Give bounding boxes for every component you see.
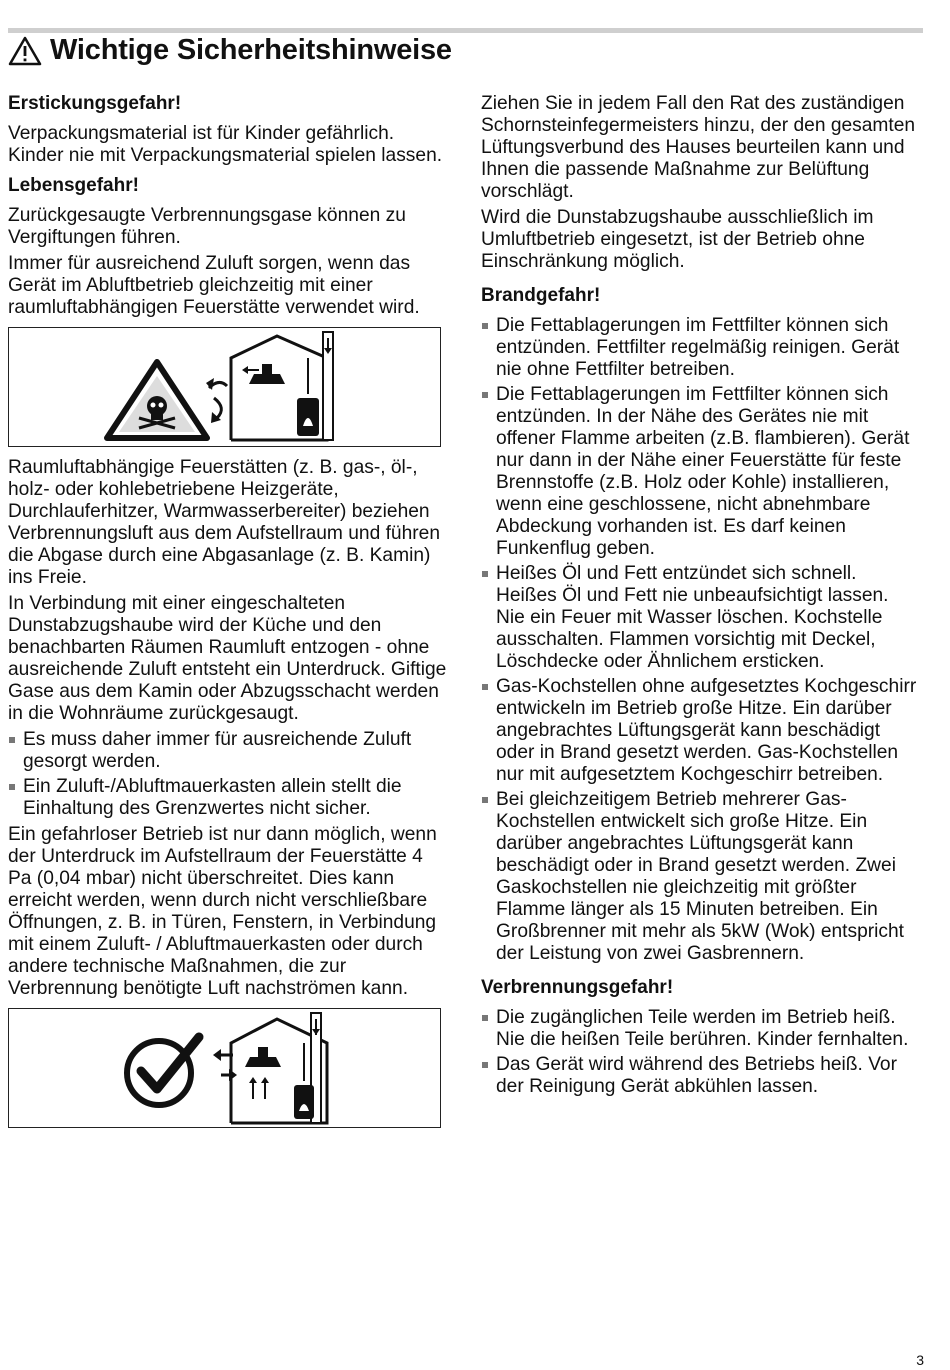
house-icon [231,332,333,440]
right-column [481,93,917,1102]
paragraph-erstickung: Verpackungsmaterial ist für Kinder gefährlich. Kinder nie mit Verpackungsmaterial spielen lassen. [8,123,443,166]
paragraph-gefahrlos: Ein gefahrloser Betrieb ist nur dann möglich, wenn der Unterdruck im Aufstellraum der Feuerstätte 4 Pa (0,04 mbar) nicht überschreitet. Dies kann erreicht werden, wenn durch nicht verschließbare Öffnungen, z. B. in Türen, Fenstern, in Verbindung mit einem Zuluft- / Abluftmauerkasten oder durch andere technische Maßnahmen, die zur Verbrennung benötigte Luft nachströmen kann. [8,824,437,999]
heading-lebensgefahr: Lebensgefahr! [8,175,139,196]
paragraph-rat: Ziehen Sie in jedem Fall den Rat des zuständigen Schornsteinfegermeisters hinzu, der den gesamten Lüftungsverbund des Hauses beurteilen kann und Ihnen die passende Maßnahme zur Belüftung vorschlägt. [481,93,916,202]
checkmark-house-diagram [8,1008,441,1128]
list-item: Die zugänglichen Teile werden im Betrieb heiß. Nie die heißen Teile berühren. Kinder fernhalten. [481,1007,917,1051]
list-item: Es muss daher immer für ausreichende Zuluft gesorgt werden. [8,729,448,773]
left-bullet-list [8,729,448,820]
paragraph-umluft: Wird die Dunstabzugshaube ausschließlich im Umluftbetrieb eingesetzt, ist der Betrieb ohne Einschränkung möglich. [481,207,874,272]
checkmark-icon [127,1037,199,1105]
list-item: Die Fettablagerungen im Fettfilter können sich entzünden. Fettfilter regelmäßig reinigen. Gerät nie ohne Fettfilter betreiben. [481,315,917,381]
paragraph-lebens-2: Immer für ausreichend Zuluft sorgen, wenn das Gerät im Abluftbetrieb gleichzeitig mit einer raumluftabhängigen Feuerstätte verwendet wird. [8,253,420,318]
top-rule [8,28,923,33]
list-item: Ein Zuluft-/Abluftmauerkasten allein stellt die Einhaltung des Grenzwertes nicht sicher. [8,776,448,820]
list-item: Gas-Kochstellen ohne aufgesetztes Kochgeschirr entwickeln im Betrieb große Hitze. Ein darüber angebrachtes Lüftungsgerät kann beschädigt oder in Brand gesetzt werden. Gas-Kochstellen nur mit aufgesetztem Kochgeschirr betreiben. [481,676,917,786]
page-number: 3 [916,1352,924,1368]
warning-triangle-icon [8,36,42,66]
brand-bullet-list [481,315,917,965]
house-icon [213,1013,327,1123]
list-item: Bei gleichzeitigem Betrieb mehrerer Gas-Kochstellen entwickelt sich große Hitze. Ein darüber angebrachtes Lüftungsgerät kann beschädigt oder in Brand gesetzt werden. Zwei Gaskochstellen nie gleichzeitig mit größter Flamme länger als 15 Minuten betreiben. Ein Großbrenner mit mehr als 5kW (Wok) entspricht der Leistung von zwei Gasbrennern. [481,789,917,965]
poison-warning-house-diagram [8,327,441,447]
heading-brandgefahr: Brandgefahr! [481,285,601,306]
list-item: Das Gerät wird während des Betriebs heiß. Vor der Reinigung Gerät abkühlen lassen. [481,1054,917,1098]
list-item: Die Fettablagerungen im Fettfilter können sich entzünden. In der Nähe des Gerätes nie mit offener Flamme arbeiten (z.B. flambieren). Gerät nur dann in der Nähe einer Feuerstätte für feste Brennstoffe (z.B. Holz oder Kohle) installieren, wenn eine geschlossene, nicht abnehmbare Abdeckung vorhanden ist. Es darf keinen Funkenflug geben. [481,384,917,560]
page-title [8,34,452,67]
paragraph-lebens-1: Zurückgesaugte Verbrennungsgase können zu Vergiftungen führen. [8,205,406,248]
left-column [8,93,448,1138]
paragraph-raumluft: Raumluftabhängige Feuerstätten (z. B. gas-, öl-, holz- oder kohlebetriebene Heizgeräte, Durchlauferhitzer, Warmwasserbereiter) beziehen Verbrennungsluft aus dem Aufstellraum und führen die Abgase durch eine Abgasanlage (z. B. Kamin) ins Freie. [8,457,440,588]
heading-erstickungsgefahr: Erstickungsgefahr! [8,93,182,114]
page-title-text: Wichtige Sicherheitshinweise [50,34,452,66]
heading-verbrennungsgefahr: Verbrennungsgefahr! [481,977,674,998]
skull-warning-triangle-icon [107,362,207,438]
list-item: Heißes Öl und Fett entzündet sich schnell. Heißes Öl und Fett nie unbeaufsichtigt lassen. Nie ein Feuer mit Wasser löschen. Kochstelle ausschalten. Flammen vorsichtig mit Deckel, Löschdecke oder Ähnlichem ersticken. [481,563,917,673]
verbrennung-bullet-list [481,1007,917,1098]
paragraph-verbindung: In Verbindung mit einer eingeschalteten Dunstabzugshaube wird der Küche und den benachbarten Räumen Raumluft entzogen - ohne ausreichende Zuluft entsteht ein Unterdruck. Giftige Gase aus dem Kamin oder Abzugsschacht werden in die Wohnräume zurückgesaugt. [8,593,447,724]
